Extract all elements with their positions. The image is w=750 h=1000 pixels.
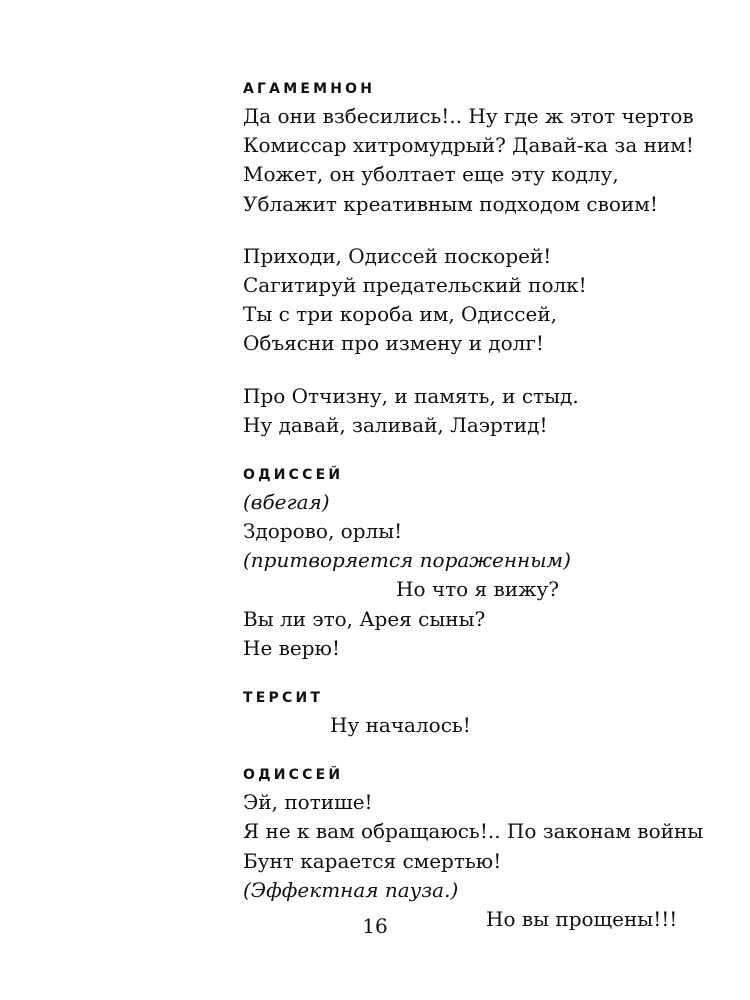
verse-line: Про Отчизну, и память, и стыд. <box>243 383 579 408</box>
page-number: 16 <box>362 914 388 938</box>
speech-gap <box>243 740 703 762</box>
speaker-odysseus: ОДИССЕЙ <box>243 767 344 784</box>
verse-line: Да они взбесились!.. Ну где ж этот чертов <box>243 104 694 128</box>
verse-line: Приходи, Одиссей поскорей! <box>243 243 552 268</box>
speech-gap <box>243 663 703 685</box>
play-text <box>243 76 703 934</box>
verse-line: Ты с три короба им, Одиссей, <box>243 302 558 327</box>
speaker-odysseus: ОДИССЕЙ <box>243 466 344 483</box>
verse-line-indented: Но что я вижу? <box>396 577 559 602</box>
stage-direction: (Эффектная пауза.) <box>243 877 459 902</box>
speech-gap <box>243 440 703 462</box>
verse-line: Эй, потише! <box>243 790 373 815</box>
verse-line: Может, он уболтает еще эту кодлу, <box>243 162 619 187</box>
verse-line: Я не к вам обращаюсь!.. По законам войны <box>243 819 704 844</box>
verse-line: Ну давай, заливай, Лаэртид! <box>243 412 548 437</box>
verse-line: Сагитируй предательский полк! <box>243 272 587 297</box>
verse-line: Объясни про измену и долг! <box>243 331 544 356</box>
stage-direction: (вбегая) <box>243 489 330 514</box>
verse-line: Ублажит креативным подходом своим! <box>243 191 658 216</box>
verse-line: Не верю! <box>243 635 340 660</box>
verse-line: Бунт карается смертью! <box>243 848 502 873</box>
stanza-gap <box>243 359 703 382</box>
stanza-gap <box>243 219 703 242</box>
verse-line-indented: Ну началось! <box>330 713 471 737</box>
stage-direction: (притворяется пораженным) <box>243 548 571 573</box>
speaker-agamemnon: АГАМЕМНОН <box>243 81 376 97</box>
verse-line: Здорово, орлы! <box>243 519 403 544</box>
verse-line: Вы ли это, Арея сыны? <box>243 606 486 631</box>
verse-line: Комиссар хитромудрый? Давай-ка за ним! <box>243 133 694 158</box>
speaker-thersites: ТЕРСИТ <box>243 690 324 706</box>
verse-line-indented: Но вы прощены!!! <box>486 906 678 931</box>
